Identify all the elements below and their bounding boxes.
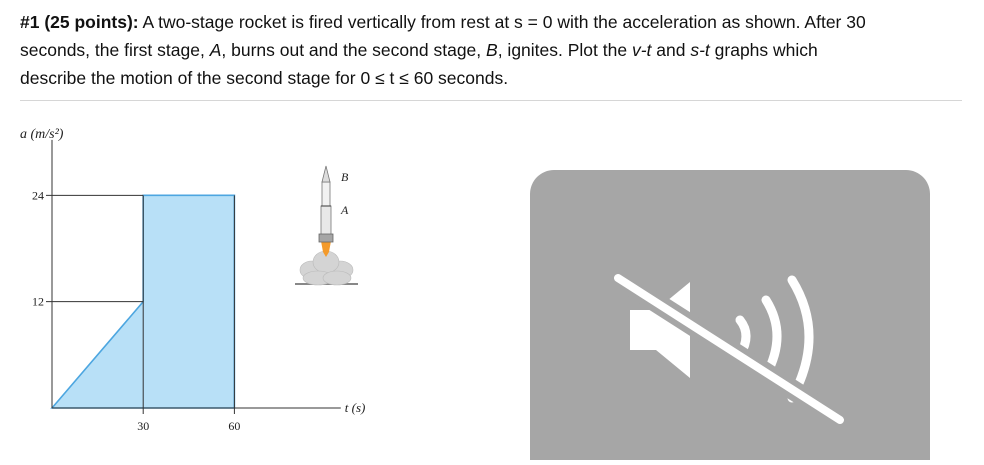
- acceleration-figure: [0, 110, 530, 450]
- x-axis-label: t (s): [344, 400, 366, 415]
- stage-a-nozzle: [319, 234, 333, 242]
- speaker-muted-icon: [530, 170, 930, 460]
- muted-video-tile[interactable]: [530, 170, 930, 460]
- y-tick-label-24: 24: [32, 188, 44, 203]
- problem-label: #1 (25 points):: [20, 12, 139, 32]
- problem-line-2: seconds, the first stage, A, burns out and the second stage, B, ignites. Plot the v-t and s-t graphs which: [20, 40, 818, 60]
- x-tick-label-60: 60: [228, 419, 241, 433]
- problem-statement: [20, 8, 970, 92]
- rocket-illustration: [295, 166, 358, 285]
- stage-a-body: [321, 206, 331, 238]
- y-axis-label: a (m/s²): [20, 127, 64, 142]
- x-tick-label-30: 30: [137, 419, 150, 433]
- rocket-label-a: A: [341, 203, 349, 217]
- problem-line-3: describe the motion of the second stage for 0 ≤ t ≤ 60 seconds.: [20, 68, 509, 88]
- stage-b-body: [322, 182, 330, 206]
- problem-line-1: #1 (25 points): A two-stage rocket is fired vertically from rest at s = 0 with the acceleration as shown. After 30: [20, 12, 866, 32]
- y-tick-label-12: 12: [32, 294, 44, 309]
- nose-cone: [322, 166, 330, 182]
- divider: [20, 100, 962, 101]
- rocket-label-b: B: [341, 170, 349, 184]
